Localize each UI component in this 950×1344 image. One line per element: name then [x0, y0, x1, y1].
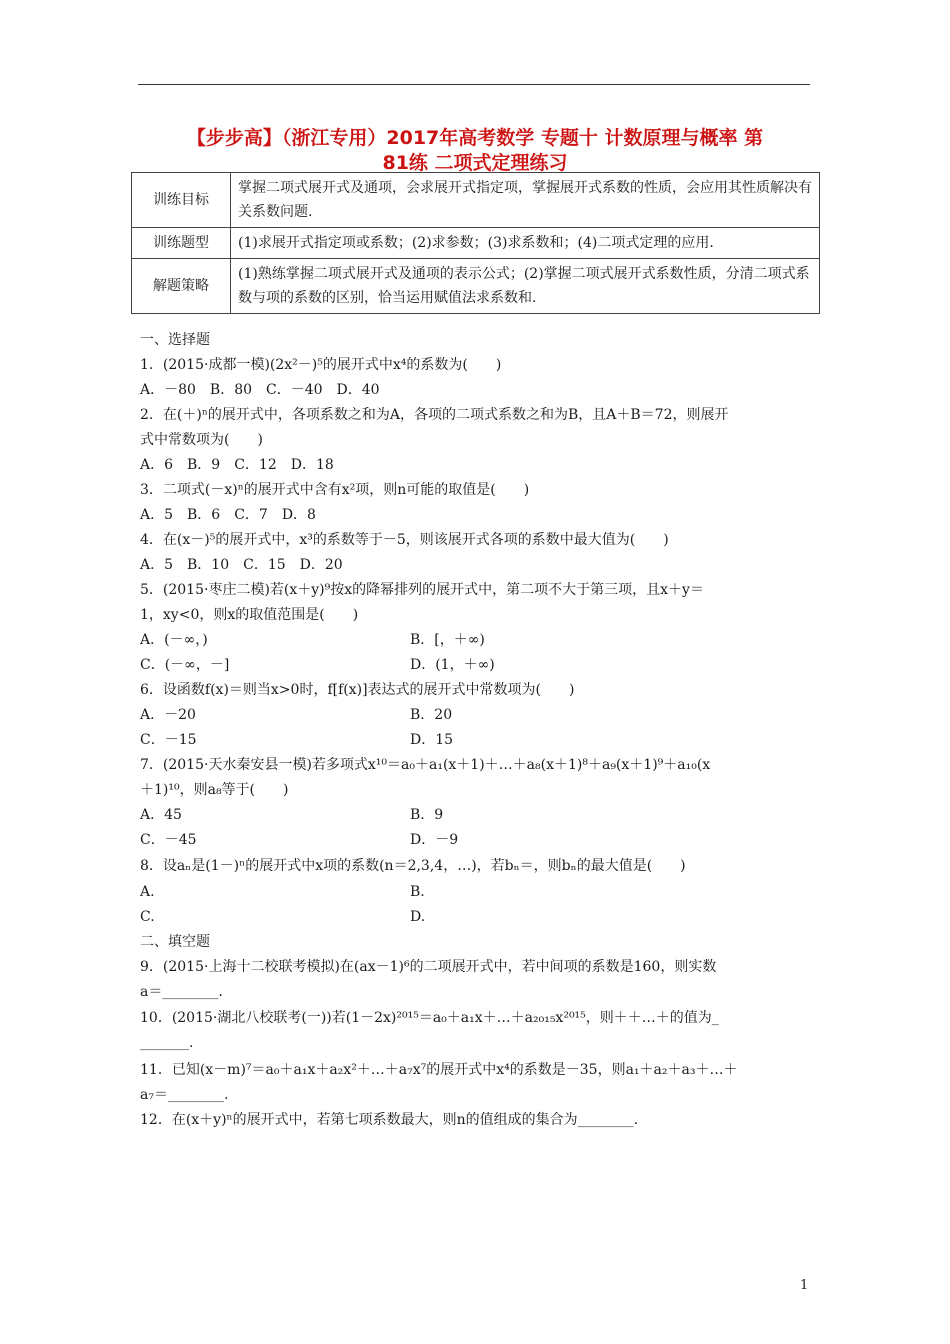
q5-stem-line1: 5．(2015·枣庄二模)若(x＋y)⁹按x的降幂排列的展开式中，第二项不大于第三项，且x＋y＝ [140, 582, 704, 598]
q1-options: A．－80 B．80 C．－40 D．40 [140, 382, 380, 398]
header-rule [138, 84, 810, 85]
q5-stem-line2: 1，xy<0，则x的取值范围是( ) [140, 607, 359, 623]
table-row [132, 259, 820, 314]
q8-stem: 8．设aₙ是(1－)ⁿ的展开式中x项的系数(n＝2,3,4，…)，若bₙ＝，则bₙ的最大值是( ) [140, 858, 686, 874]
q2-options: A．6 B．9 C．12 D．18 [140, 457, 334, 473]
training-info-table [131, 172, 820, 314]
q7-option-b: B．9 [410, 807, 444, 823]
q11-stem-line1: 11．已知(x－m)⁷＝a₀＋a₁x＋a₂x²＋…＋a₇x⁷的展开式中x⁴的系数是－35，则a₁＋a₂＋a₃＋…＋ [140, 1062, 738, 1078]
q3-stem: 3．二项式(－x)ⁿ的展开式中含有x²项，则n可能的取值是( ) [140, 482, 530, 498]
table-row [132, 228, 820, 259]
q8-option-b: B. [410, 884, 425, 900]
q6-option-d: D．15 [410, 732, 454, 748]
q10-stem-line1: 10．(2015·湖北八校联考(一))若(1－2x)²⁰¹⁵＝a₀＋a₁x＋…＋a₂₀₁₅x²⁰¹⁵，则＋＋…＋的值为_ [140, 1010, 719, 1026]
q5-option-b: B．[，＋∞) [410, 632, 485, 648]
q6-option-c: C．－15 [140, 732, 197, 748]
row-value: 掌握二项式展开式及通项，会求展开式指定项，掌握展开式系数的性质，会应用其性质解决有关系数问题. [231, 173, 820, 228]
q8-option-a: A. [140, 884, 155, 900]
q8-option-d: D. [410, 909, 426, 925]
q4-options: A．5 B．10 C．15 D．20 [140, 557, 343, 573]
q7-option-a: A．45 [140, 807, 182, 823]
section-heading-choice: 一、选择题 [140, 332, 210, 348]
q4-stem: 4．在(x－)⁵的展开式中，x³的系数等于－5，则该展开式各项的系数中最大值为( ) [140, 532, 669, 548]
row-label: 训练题型 [132, 228, 231, 259]
row-label: 解题策略 [132, 259, 231, 314]
q7-stem-line1: 7．(2015·天水秦安县一模)若多项式x¹⁰＝a₀＋a₁(x＋1)＋…＋a₈(x＋1)⁸＋a₉(x＋1)⁹＋a₁₀(x [140, 757, 711, 773]
q5-option-a: A．(－∞，) [140, 632, 208, 648]
q12-stem: 12．在(x＋y)ⁿ的展开式中，若第七项系数最大，则n的值组成的集合为________. [140, 1112, 639, 1128]
q6-option-b: B．20 [410, 707, 453, 723]
title-line-1: 【步步高】（浙江专用）2017年高考数学 专题十 计数原理与概率 第 [186, 127, 764, 149]
row-value: (1)求展开式指定项或系数；(2)求参数；(3)求系数和；(4)二项式定理的应用. [231, 228, 820, 259]
q9-stem-line2: a＝________. [140, 984, 223, 1000]
q3-options: A．5 B．6 C．7 D．8 [140, 507, 316, 523]
section-heading-fill: 二、填空题 [140, 934, 210, 950]
q7-option-d: D．－9 [410, 832, 459, 848]
q2-stem-line2: 式中常数项为( ) [140, 432, 263, 448]
q11-stem-line2: a₇＝________. [140, 1087, 229, 1103]
q6-stem: 6．设函数f(x)＝则当x>0时，f[f(x)]表达式的展开式中常数项为( ) [140, 682, 575, 698]
row-label: 训练目标 [132, 173, 231, 228]
q9-stem-line1: 9．(2015·上海十二校联考模拟)在(ax－1)⁶的二项展开式中，若中间项的系数是160，则实数 [140, 959, 717, 975]
table-row [132, 173, 820, 228]
q8-option-c: C. [140, 909, 155, 925]
q7-stem-line2: ＋1)¹⁰，则a₈等于( ) [140, 782, 289, 798]
q6-option-a: A．－20 [140, 707, 196, 723]
q1-stem: 1．(2015·成都一模)(2x²－)⁵的展开式中x⁴的系数为( ) [140, 357, 502, 373]
title-line-2: 81练 二项式定理练习 [382, 152, 568, 174]
q7-option-c: C．－45 [140, 832, 197, 848]
q5-option-d: D．(1，＋∞) [410, 657, 495, 673]
q2-stem-line1: 2．在(＋)ⁿ的展开式中，各项系数之和为A，各项的二项式系数之和为B，且A＋B＝72，则展开 [140, 407, 729, 423]
row-value: (1)熟练掌握二项式展开式及通项的表示公式；(2)掌握二项式展开式系数性质，分清二项式系数与项的系数的区别，恰当运用赋值法求系数和. [231, 259, 820, 314]
document-title [130, 126, 820, 176]
page-number: 1 [800, 1278, 809, 1293]
q5-option-c: C．(－∞，－] [140, 657, 230, 673]
q10-stem-line2: _______. [140, 1035, 194, 1051]
